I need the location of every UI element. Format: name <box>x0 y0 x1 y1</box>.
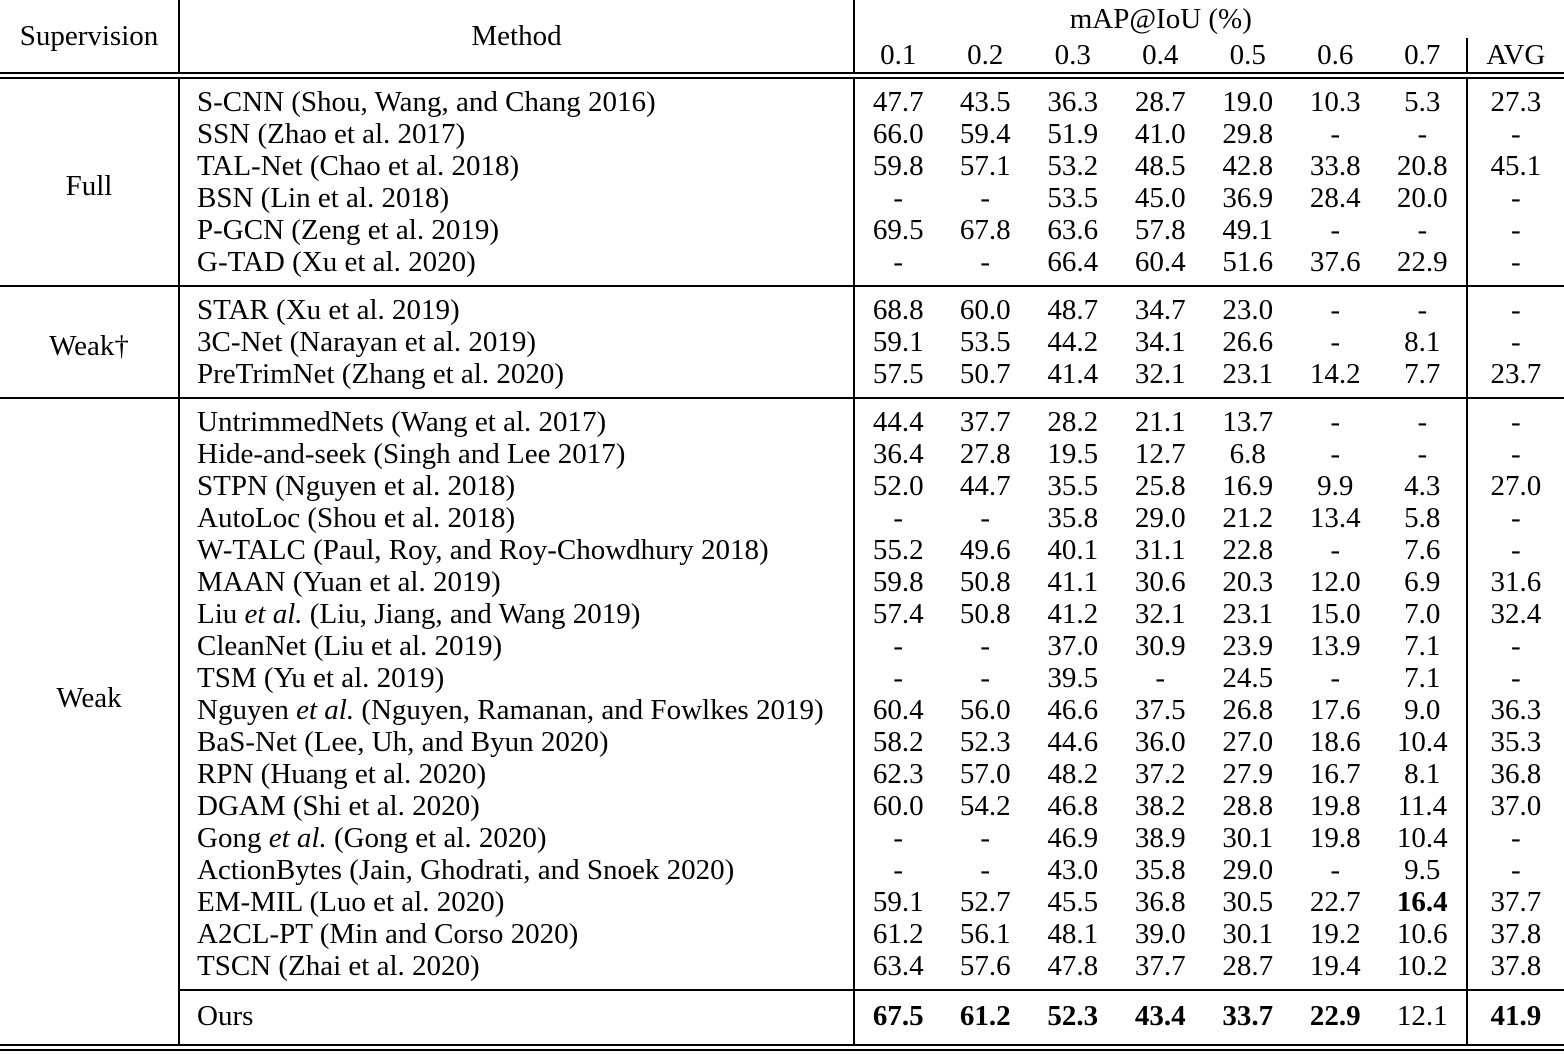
map-value-cell: 16.9 <box>1222 470 1274 502</box>
map-value-cell: 45.0 <box>1134 182 1186 214</box>
map-value-cell: 26.8 <box>1222 694 1274 726</box>
map-value-cell: 13.9 <box>1309 630 1361 662</box>
map-value-cell: 51.6 <box>1222 246 1274 278</box>
map-value-cell: 48.7 <box>1029 286 1117 326</box>
map-value-cell: 35.8 <box>1047 502 1099 534</box>
map-value-cell: 34.1 <box>1134 326 1186 358</box>
map-value-cell: 43.4 <box>1117 990 1205 1048</box>
map-value-cell: 60.4 <box>854 694 942 726</box>
method-cell: S-CNN (Shou, Wang, and Chang 2016) <box>179 76 854 119</box>
table-row <box>0 566 1564 598</box>
map-value-cell: 34.7 <box>1117 286 1205 326</box>
map-value-cell: 20.0 <box>1396 182 1448 214</box>
map-value-cell: 31.1 <box>1134 534 1186 566</box>
method-cell: A2CL-PT (Min and Corso 2020) <box>179 918 854 950</box>
iou-threshold-header: 0.7 <box>1404 39 1441 71</box>
method-cell: W-TALC (Paul, Roy, and Roy-Chowdhury 2018) <box>179 534 854 566</box>
map-value-cell: 36.9 <box>1222 182 1274 214</box>
map-value-cell: 6.9 <box>1404 566 1441 598</box>
map-value-cell: 12.7 <box>1134 438 1186 470</box>
map-value-cell: 10.3 <box>1292 76 1380 119</box>
avg-value-cell: - <box>1467 286 1564 326</box>
results-table-body <box>0 76 1564 1048</box>
method-cell: STPN (Nguyen et al. 2018) <box>179 470 854 502</box>
map-value-cell: 44.2 <box>1047 326 1099 358</box>
map-value-cell: - <box>1379 398 1467 438</box>
map-value-cell: 37.2 <box>1134 758 1186 790</box>
map-value-cell: 58.2 <box>854 726 942 758</box>
map-value-cell: 36.8 <box>1134 886 1186 918</box>
map-value-cell: - <box>854 662 942 694</box>
iou-threshold-header: 0.2 <box>967 39 1004 71</box>
method-cell: TSM (Yu et al. 2019) <box>179 662 854 694</box>
map-value-cell: 59.4 <box>959 118 1011 150</box>
map-value-cell: 44.7 <box>959 470 1011 502</box>
map-value-cell: 22.7 <box>1309 886 1361 918</box>
map-value-cell: 60.0 <box>942 286 1030 326</box>
map-value-cell: - <box>1417 118 1428 150</box>
map-value-cell: 16.4 <box>1396 886 1448 918</box>
map-value-cell: - <box>854 630 942 662</box>
map-value-cell: 10.4 <box>1396 726 1448 758</box>
avg-value-cell: 37.0 <box>1467 790 1564 822</box>
map-value-cell: 36.4 <box>854 438 942 470</box>
map-value-cell: - <box>854 854 942 886</box>
map-value-cell: 19.0 <box>1204 76 1292 119</box>
map-value-cell: 7.6 <box>1404 534 1441 566</box>
map-value-cell: 18.6 <box>1309 726 1361 758</box>
map-value-cell: 15.0 <box>1309 598 1361 630</box>
map-value-cell: 35.5 <box>1047 470 1099 502</box>
map-value-cell: 28.4 <box>1309 182 1361 214</box>
avg-value-cell: 45.1 <box>1467 150 1564 182</box>
map-value-cell: 57.5 <box>854 358 942 398</box>
map-value-cell: 13.4 <box>1309 502 1361 534</box>
map-value-cell: 7.1 <box>1404 630 1441 662</box>
table-row <box>0 118 1564 150</box>
supervision-group-label <box>0 990 179 1048</box>
method-cell: P-GCN (Zeng et al. 2019) <box>179 214 854 246</box>
map-value-cell: - <box>854 822 942 854</box>
map-value-cell: 60.0 <box>854 790 942 822</box>
avg-value-cell: 31.6 <box>1467 566 1564 598</box>
map-value-cell: 39.0 <box>1134 918 1186 950</box>
iou-threshold-header: 0.3 <box>1054 39 1091 71</box>
map-value-cell: 10.4 <box>1396 822 1448 854</box>
map-value-cell: 7.1 <box>1404 662 1441 694</box>
map-value-cell: 8.1 <box>1404 758 1441 790</box>
map-value-cell: 66.4 <box>1047 246 1099 278</box>
method-cell: TAL-Net (Chao et al. 2018) <box>179 150 854 182</box>
table-row <box>0 790 1564 822</box>
method-cell: BSN (Lin et al. 2018) <box>179 182 854 214</box>
map-value-cell: 36.3 <box>1029 76 1117 119</box>
avg-value-cell: - <box>1467 534 1564 566</box>
map-value-cell: 41.1 <box>1047 566 1099 598</box>
avg-header-spacer <box>1467 0 1564 38</box>
map-value-cell: 30.1 <box>1222 918 1274 950</box>
avg-value-cell: - <box>1467 118 1564 150</box>
map-value-cell: 28.7 <box>1222 950 1274 982</box>
method-cell: RPN (Huang et al. 2020) <box>179 758 854 790</box>
map-value-cell: - <box>854 502 942 534</box>
method-cell: 3C-Net (Narayan et al. 2019) <box>179 326 854 358</box>
map-value-cell: 27.8 <box>959 438 1011 470</box>
map-value-cell: 33.8 <box>1309 150 1361 182</box>
map-value-cell: 52.3 <box>959 726 1011 758</box>
map-value-cell: 32.1 <box>1134 358 1186 390</box>
map-value-cell: 57.6 <box>959 950 1011 982</box>
avg-value-cell: 27.3 <box>1467 76 1564 119</box>
map-value-cell: - <box>980 822 991 854</box>
map-value-cell: 28.8 <box>1222 790 1274 822</box>
map-value-cell: 37.0 <box>1047 630 1099 662</box>
method-cell: Liu et al. (Liu, Jiang, and Wang 2019) <box>179 598 854 630</box>
map-value-cell: 55.2 <box>854 534 942 566</box>
map-value-cell: 4.3 <box>1404 470 1441 502</box>
map-value-cell: 27.9 <box>1222 758 1274 790</box>
map-value-cell: 38.2 <box>1134 790 1186 822</box>
header-row-map-group <box>0 0 1564 38</box>
map-value-cell: 22.8 <box>1222 534 1274 566</box>
method-cell: AutoLoc (Shou et al. 2018) <box>179 502 854 534</box>
map-value-cell: 62.3 <box>854 758 942 790</box>
method-cell: Ours <box>179 990 854 1048</box>
map-value-cell: - <box>1292 286 1380 326</box>
map-value-cell: 30.1 <box>1222 822 1274 854</box>
table-row <box>0 630 1564 662</box>
method-cell: TSCN (Zhai et al. 2020) <box>179 950 854 990</box>
map-value-cell: 22.9 <box>1396 246 1448 278</box>
map-value-cell: 19.8 <box>1309 822 1361 854</box>
map-value-cell: 52.7 <box>959 886 1011 918</box>
avg-value-cell: - <box>1467 438 1564 470</box>
map-value-cell: 41.0 <box>1134 118 1186 150</box>
map-value-cell: 23.9 <box>1222 630 1274 662</box>
map-value-cell: 48.2 <box>1047 758 1099 790</box>
map-value-cell: 32.1 <box>1134 598 1186 630</box>
map-value-cell: 7.0 <box>1404 598 1441 630</box>
method-cell: G-TAD (Xu et al. 2020) <box>179 246 854 286</box>
avg-value-cell: - <box>1467 630 1564 662</box>
map-value-cell: - <box>980 502 991 534</box>
map-value-cell: - <box>854 246 942 286</box>
map-value-cell: - <box>980 246 991 278</box>
map-value-cell: 9.5 <box>1404 854 1441 886</box>
avg-value-cell: 37.8 <box>1467 918 1564 950</box>
map-value-cell: 16.7 <box>1309 758 1361 790</box>
map-value-cell: 22.9 <box>1292 990 1380 1048</box>
map-value-cell: 9.9 <box>1317 470 1354 502</box>
map-value-cell: 29.0 <box>1134 502 1186 534</box>
map-value-cell: 37.7 <box>942 398 1030 438</box>
avg-value-cell: 36.8 <box>1467 758 1564 790</box>
map-value-cell: 41.2 <box>1047 598 1099 630</box>
avg-value-cell: - <box>1467 662 1564 694</box>
avg-value-cell: - <box>1467 502 1564 534</box>
map-value-cell: 23.0 <box>1204 286 1292 326</box>
avg-value-cell: 36.3 <box>1467 694 1564 726</box>
table-row <box>0 470 1564 502</box>
table-row <box>0 438 1564 470</box>
map-value-cell: - <box>1330 534 1341 566</box>
table-row <box>0 662 1564 694</box>
map-value-cell: - <box>980 854 991 886</box>
map-value-cell: 21.2 <box>1222 502 1274 534</box>
map-value-cell: - <box>1155 662 1166 694</box>
map-value-cell: 46.6 <box>1047 694 1099 726</box>
map-value-cell: 59.8 <box>854 566 942 598</box>
table-row <box>0 326 1564 358</box>
map-value-cell: 57.8 <box>1134 214 1186 246</box>
map-value-cell: 5.8 <box>1404 502 1441 534</box>
iou-threshold-header: 0.6 <box>1317 39 1354 71</box>
map-value-cell: 57.4 <box>854 598 942 630</box>
map-value-cell: 20.3 <box>1222 566 1274 598</box>
map-value-cell: 50.8 <box>959 566 1011 598</box>
table-row <box>0 854 1564 886</box>
map-value-cell: 19.4 <box>1309 950 1361 982</box>
map-iou-group-header: mAP@IoU (%) <box>854 0 1467 38</box>
supervision-group-label: Weak <box>0 398 179 990</box>
avg-value-cell: 37.7 <box>1467 886 1564 918</box>
map-value-cell: 10.2 <box>1396 950 1448 982</box>
map-value-cell: 33.7 <box>1204 990 1292 1048</box>
table-row <box>0 886 1564 918</box>
map-value-cell: 8.1 <box>1404 326 1441 358</box>
map-value-cell: 41.4 <box>1047 358 1099 390</box>
table-row <box>0 990 1564 1048</box>
map-value-cell: 43.0 <box>1047 854 1099 886</box>
method-cell: MAAN (Yuan et al. 2019) <box>179 566 854 598</box>
supervision-group-label: Full <box>0 76 179 287</box>
map-value-cell: 23.1 <box>1222 598 1274 630</box>
map-value-cell: 59.8 <box>854 150 942 182</box>
avg-value-cell: - <box>1467 326 1564 358</box>
iou-threshold-header: 0.1 <box>854 38 942 76</box>
table-row <box>0 918 1564 950</box>
table-row <box>0 502 1564 534</box>
map-value-cell: 67.5 <box>854 990 942 1048</box>
map-value-cell: 5.3 <box>1379 76 1467 119</box>
map-value-cell: 40.1 <box>1047 534 1099 566</box>
map-value-cell: 37.7 <box>1134 950 1186 982</box>
map-value-cell: 29.0 <box>1222 854 1274 886</box>
map-value-cell: 10.6 <box>1396 918 1448 950</box>
map-value-cell: 6.8 <box>1229 438 1266 470</box>
table-row <box>0 758 1564 790</box>
avg-value-cell: - <box>1467 854 1564 886</box>
avg-value-cell: 23.7 <box>1467 358 1564 398</box>
method-cell: CleanNet (Liu et al. 2019) <box>179 630 854 662</box>
map-value-cell: - <box>1417 214 1428 246</box>
supervision-column-header: Supervision <box>19 20 159 52</box>
avg-value-cell: 27.0 <box>1467 470 1564 502</box>
map-value-cell: 54.2 <box>959 790 1011 822</box>
table-row <box>0 398 1564 438</box>
avg-value-cell: 32.4 <box>1467 598 1564 630</box>
avg-value-cell: - <box>1467 398 1564 438</box>
method-cell: Nguyen et al. (Nguyen, Ramanan, and Fowlkes 2019) <box>179 694 854 726</box>
map-value-cell: 27.0 <box>1222 726 1274 758</box>
map-value-cell: - <box>1330 662 1341 694</box>
map-value-cell: 28.7 <box>1117 76 1205 119</box>
map-value-cell: - <box>980 630 991 662</box>
map-value-cell: 50.8 <box>959 598 1011 630</box>
avg-value-cell: - <box>1467 214 1564 246</box>
method-cell: SSN (Zhao et al. 2017) <box>179 118 854 150</box>
table-row <box>0 358 1564 398</box>
map-value-cell: 59.1 <box>854 886 942 918</box>
method-cell: UntrimmedNets (Wang et al. 2017) <box>179 398 854 438</box>
map-value-cell: 39.5 <box>1047 662 1099 694</box>
map-value-cell: 12.1 <box>1379 990 1467 1048</box>
map-value-cell: 53.2 <box>1047 150 1099 182</box>
map-value-cell: 25.8 <box>1134 470 1186 502</box>
map-value-cell: 44.4 <box>854 398 942 438</box>
avg-column-header: AVG <box>1467 38 1564 76</box>
map-value-cell: - <box>1330 118 1341 150</box>
map-value-cell: 53.5 <box>1047 182 1099 214</box>
map-value-cell: 20.8 <box>1396 150 1448 182</box>
map-value-cell: 48.5 <box>1134 150 1186 182</box>
map-value-cell: 12.0 <box>1309 566 1361 598</box>
table-row <box>0 598 1564 630</box>
method-cell: ActionBytes (Jain, Ghodrati, and Snoek 2020) <box>179 854 854 886</box>
map-value-cell: 37.5 <box>1134 694 1186 726</box>
method-cell: STAR (Xu et al. 2019) <box>179 286 854 326</box>
table-header <box>0 0 1564 76</box>
map-value-cell: 26.6 <box>1222 326 1274 358</box>
map-value-cell: 46.9 <box>1047 822 1099 854</box>
table-row <box>0 246 1564 286</box>
map-value-cell: 48.1 <box>1047 918 1099 950</box>
map-value-cell: - <box>980 182 991 214</box>
map-value-cell: 23.1 <box>1222 358 1274 390</box>
map-value-cell: 46.8 <box>1047 790 1099 822</box>
map-value-cell: 56.1 <box>959 918 1011 950</box>
method-cell: BaS-Net (Lee, Uh, and Byun 2020) <box>179 726 854 758</box>
map-value-cell: 37.6 <box>1309 246 1361 278</box>
map-value-cell: 57.0 <box>959 758 1011 790</box>
table-row <box>0 726 1564 758</box>
map-value-cell: 52.0 <box>854 470 942 502</box>
map-value-cell: 67.8 <box>959 214 1011 246</box>
map-value-cell: 35.8 <box>1134 854 1186 886</box>
method-cell: EM-MIL (Luo et al. 2020) <box>179 886 854 918</box>
map-value-cell: 52.3 <box>1029 990 1117 1048</box>
method-column-header: Method <box>179 0 854 76</box>
map-value-cell: - <box>1379 286 1467 326</box>
map-value-cell: 19.5 <box>1047 438 1099 470</box>
map-value-cell: 59.1 <box>854 326 942 358</box>
map-value-cell: 68.8 <box>854 286 942 326</box>
map-value-cell: 19.2 <box>1309 918 1361 950</box>
map-value-cell: 66.0 <box>854 118 942 150</box>
table-row <box>0 76 1564 119</box>
map-value-cell: - <box>1417 438 1428 470</box>
map-value-cell: 30.9 <box>1134 630 1186 662</box>
iou-threshold-header: 0.4 <box>1142 39 1179 71</box>
avg-value-cell: - <box>1467 246 1564 286</box>
table-row <box>0 214 1564 246</box>
method-cell: Hide-and-seek (Singh and Lee 2017) <box>179 438 854 470</box>
map-value-cell: 49.1 <box>1222 214 1274 246</box>
table-row <box>0 150 1564 182</box>
map-value-cell: - <box>1330 854 1341 886</box>
method-cell: Gong et al. (Gong et al. 2020) <box>179 822 854 854</box>
map-value-cell: 14.2 <box>1309 358 1361 390</box>
table-row <box>0 534 1564 566</box>
map-value-cell: 42.8 <box>1222 150 1274 182</box>
table-row <box>0 182 1564 214</box>
table-row <box>0 286 1564 326</box>
map-value-cell: - <box>1292 398 1380 438</box>
map-value-cell: 30.5 <box>1222 886 1274 918</box>
avg-value-cell: 37.8 <box>1467 950 1564 990</box>
avg-value-cell: 41.9 <box>1467 990 1564 1048</box>
map-value-cell: 44.6 <box>1047 726 1099 758</box>
map-value-cell: 45.5 <box>1047 886 1099 918</box>
table-row <box>0 822 1564 854</box>
map-value-cell: 17.6 <box>1309 694 1361 726</box>
map-value-cell: 51.9 <box>1047 118 1099 150</box>
avg-value-cell: - <box>1467 822 1564 854</box>
map-value-cell: 56.0 <box>959 694 1011 726</box>
map-value-cell: 60.4 <box>1134 246 1186 278</box>
map-value-cell: 13.7 <box>1204 398 1292 438</box>
map-value-cell: 63.4 <box>854 950 942 990</box>
map-value-cell: - <box>980 662 991 694</box>
map-value-cell: 30.6 <box>1134 566 1186 598</box>
map-value-cell: - <box>1330 326 1341 358</box>
map-value-cell: 57.1 <box>959 150 1011 182</box>
map-value-cell: - <box>1330 214 1341 246</box>
map-value-cell: - <box>854 182 942 214</box>
map-value-cell: 21.1 <box>1117 398 1205 438</box>
map-value-cell: 69.5 <box>854 214 942 246</box>
map-value-cell: 53.5 <box>959 326 1011 358</box>
map-value-cell: 19.8 <box>1309 790 1361 822</box>
map-value-cell: 29.8 <box>1222 118 1274 150</box>
avg-value-cell: 35.3 <box>1467 726 1564 758</box>
method-cell: DGAM (Shi et al. 2020) <box>179 790 854 822</box>
map-value-cell: 36.0 <box>1134 726 1186 758</box>
map-value-cell: 49.6 <box>959 534 1011 566</box>
map-value-cell: 61.2 <box>942 990 1030 1048</box>
map-value-cell: 43.5 <box>942 76 1030 119</box>
map-value-cell: 38.9 <box>1134 822 1186 854</box>
map-value-cell: 9.0 <box>1404 694 1441 726</box>
map-value-cell: 24.5 <box>1222 662 1274 694</box>
map-value-cell: 47.7 <box>854 76 942 119</box>
table-row <box>0 694 1564 726</box>
map-value-cell: 50.7 <box>959 358 1011 390</box>
supervision-group-label: Weak† <box>0 286 179 398</box>
map-value-cell: 47.8 <box>1047 950 1099 982</box>
method-cell: PreTrimNet (Zhang et al. 2020) <box>179 358 854 398</box>
map-value-cell: - <box>1330 438 1341 470</box>
map-value-cell: 11.4 <box>1397 790 1448 822</box>
map-value-cell: 7.7 <box>1404 358 1441 390</box>
iou-threshold-header: 0.5 <box>1229 39 1266 71</box>
avg-value-cell: - <box>1467 182 1564 214</box>
map-value-cell: 61.2 <box>854 918 942 950</box>
map-value-cell: 28.2 <box>1029 398 1117 438</box>
map-value-cell: 63.6 <box>1047 214 1099 246</box>
table-row <box>0 950 1564 990</box>
